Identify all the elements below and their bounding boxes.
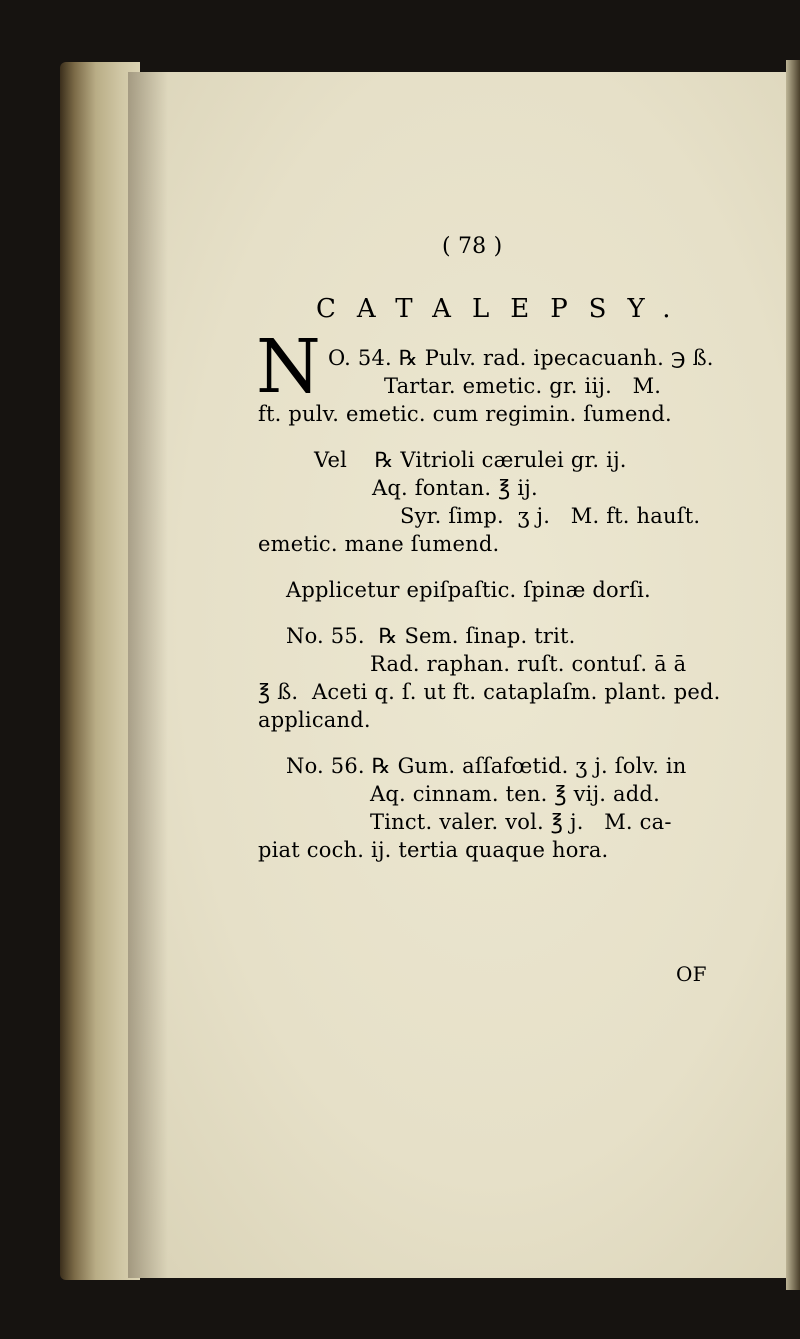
text-line-13: No. 56. ℞ Gum. aſſafœtid. ʒ j. ſolv. in (286, 754, 687, 778)
text-line-9: No. 55. ℞ Sem. ſinap. trit. (286, 624, 576, 648)
text-line-14: Aq. cinnam. ten. ℥ vij. add. (370, 782, 660, 806)
text-line-7: emetic. mane ſumend. (258, 532, 500, 556)
text-line-10: Rad. raphan. ruſt. contuſ. ā ā (370, 652, 687, 676)
text-line-11: ℥ ß. Aceti q. ſ. ut ft. cataplaſm. plant. ped. (258, 680, 721, 704)
page-number: ( 78 ) (442, 234, 503, 259)
catchword: OF (676, 962, 707, 986)
text-line-8: Applicetur epiſpaſtic. ſpinæ dorſi. (286, 578, 651, 602)
text-line-5: Aq. fontan. ℥ ij. (372, 476, 538, 500)
text-line-2: Tartar. emetic. gr. iij. M. (384, 374, 662, 398)
text-line-15: Tinct. valer. vol. ℥ j. M. ca- (370, 810, 672, 834)
text-line-1: O. 54. ℞ Pulv. rad. ipecacuanh. ℈ ß. (328, 346, 714, 370)
text-line-16: piat coch. ij. tertia quaque hora. (258, 838, 609, 862)
page-title: CATALEPSY. (316, 294, 692, 324)
drop-capital: N (256, 324, 321, 410)
book-right-edge (786, 60, 800, 1290)
text-line-4: Vel ℞ Vitrioli cærulei gr. ij. (314, 448, 627, 472)
text-line-12: applicand. (258, 708, 371, 732)
spine-shadow (128, 72, 168, 1278)
text-line-6: Syr. ſimp. ʒ j. M. ft. hauſt. (400, 504, 701, 528)
text-line-3: ft. pulv. emetic. cum regimin. ſumend. (258, 402, 672, 426)
